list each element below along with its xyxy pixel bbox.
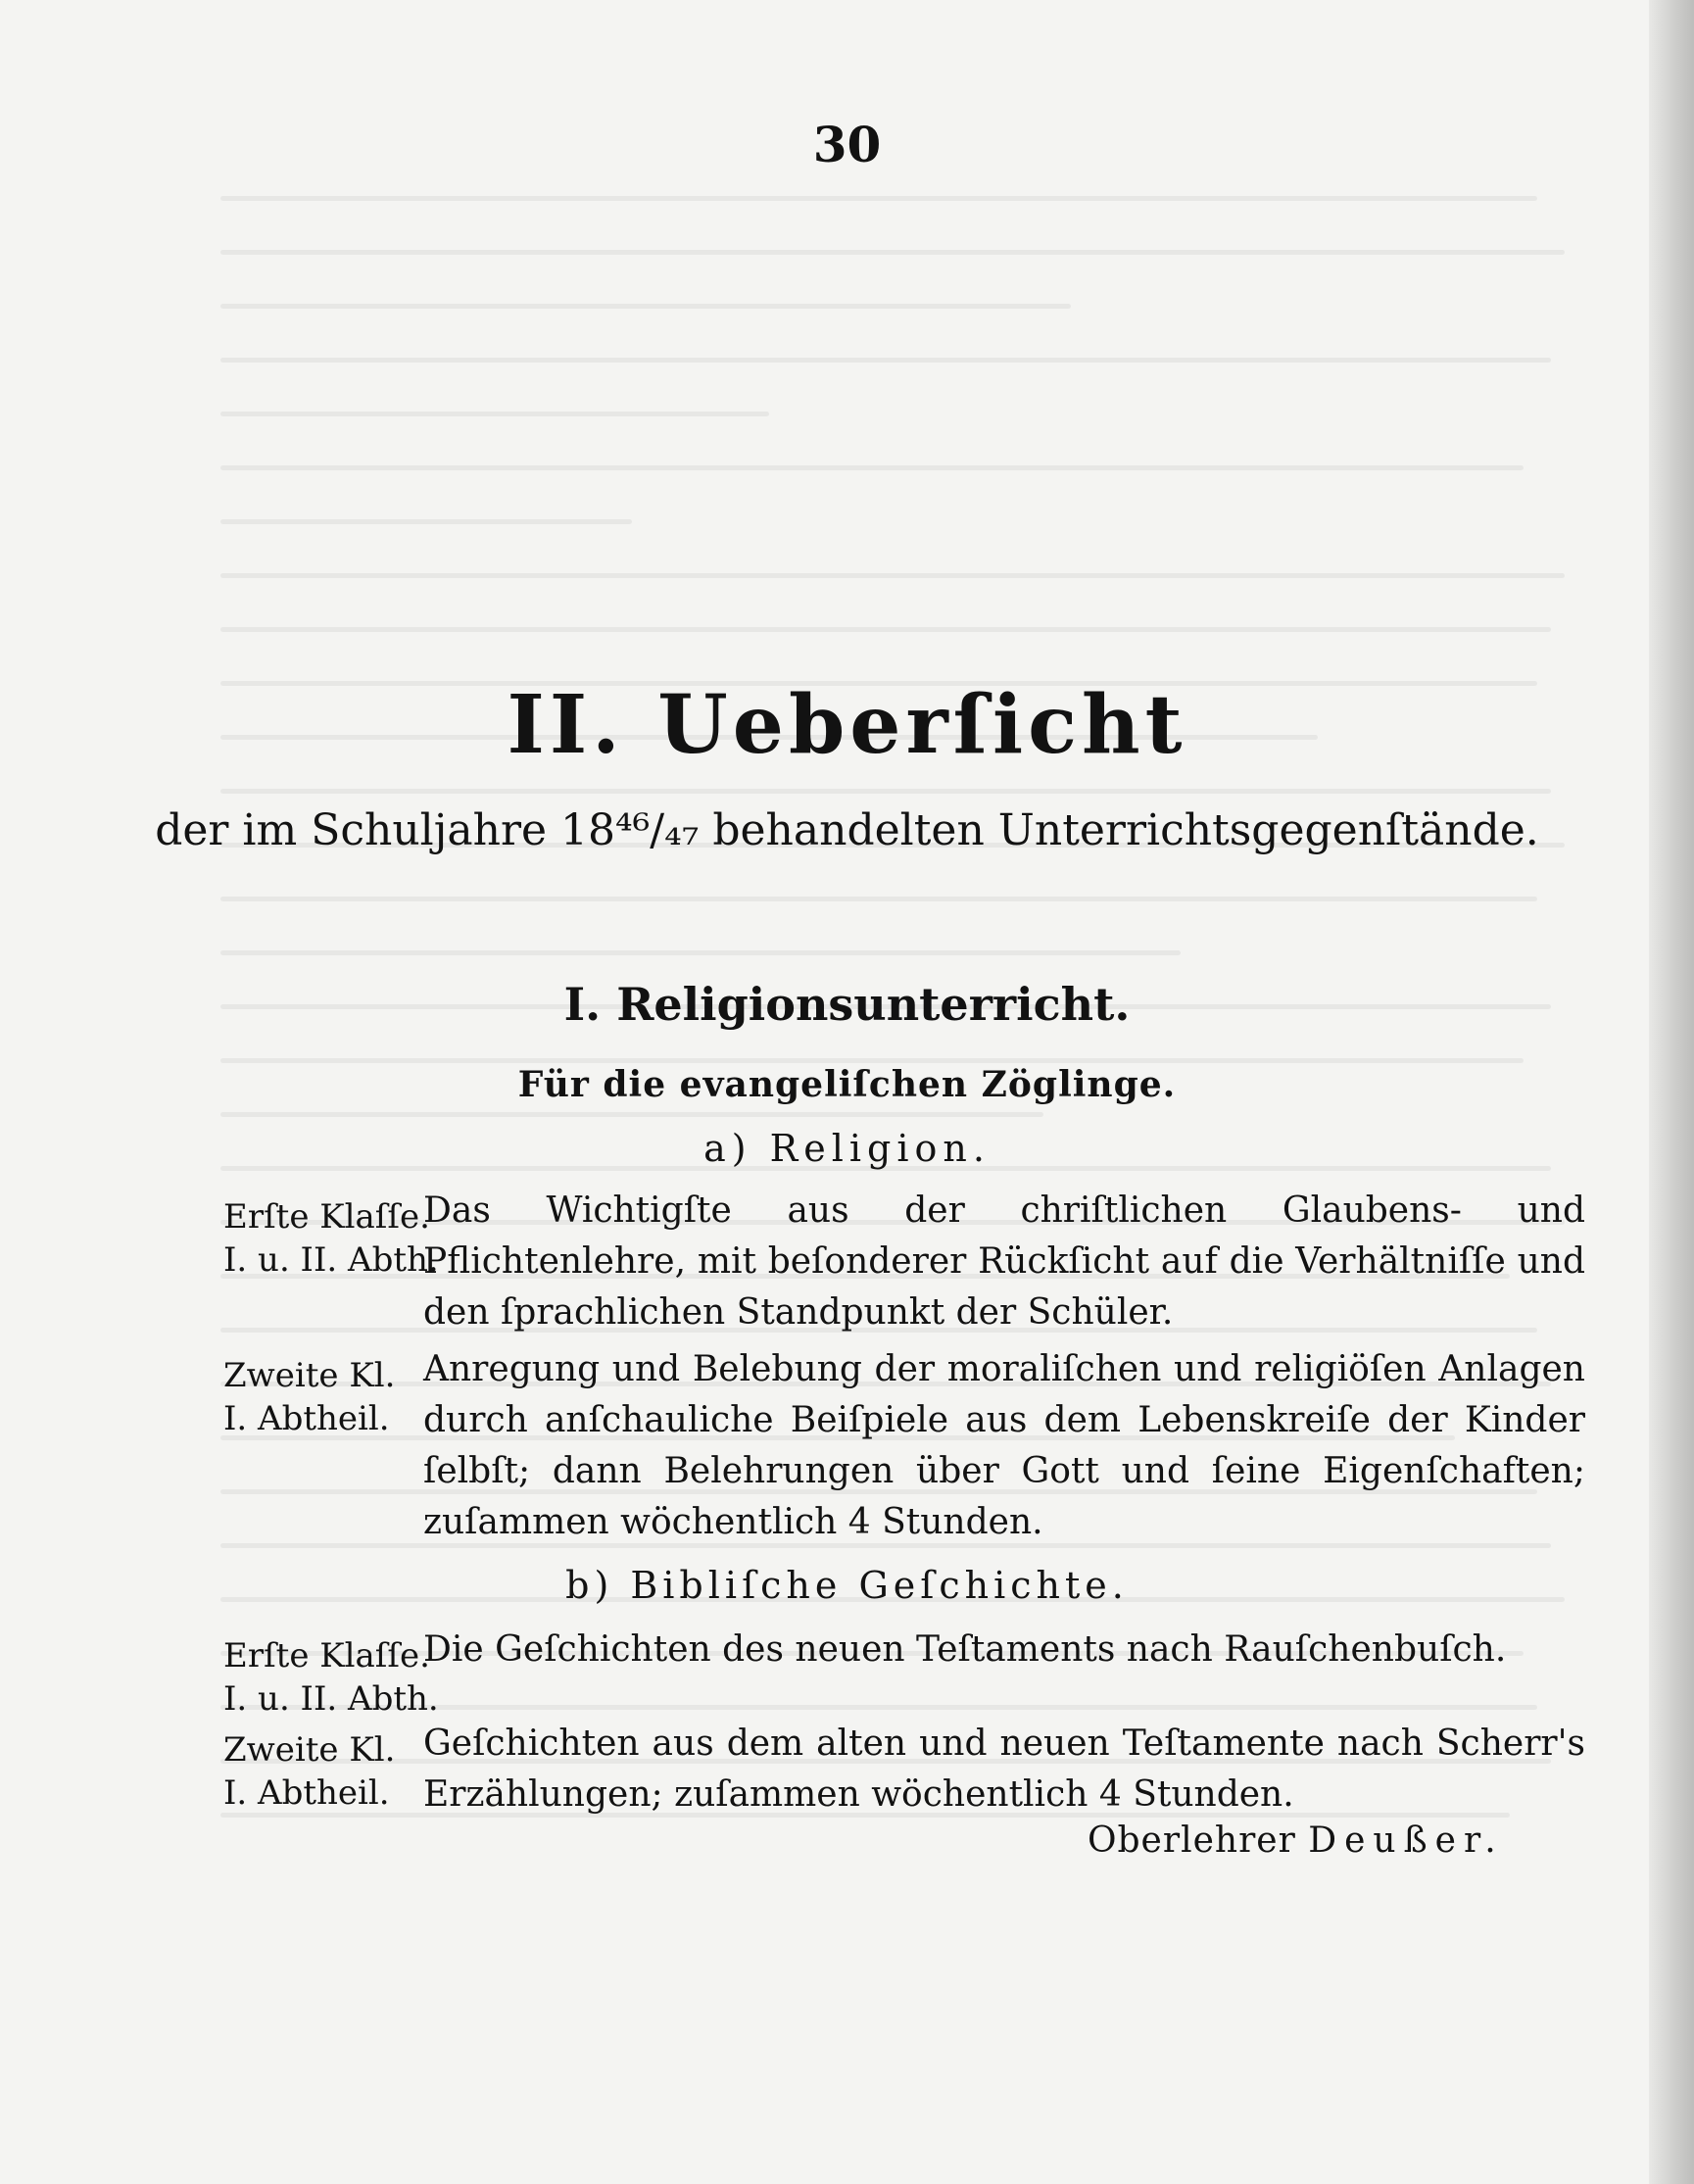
heading-subtitle: der im Schuljahre 18⁴⁶/₄₇ behandelten Unterrichtsgegenſtände. <box>155 805 1539 855</box>
entry-text: Geſchichten aus dem alten und neuen Teſtamente nach Scherr's Erzählungen; zuſammen wöchentlich 4 Stunden. <box>423 1723 1585 1815</box>
signature-name: Deußer. <box>1308 1820 1504 1861</box>
entry-class-sub: I. u. II. Abth. <box>223 1240 439 1280</box>
entry-class-label: Erſte Klaſſe. <box>223 1636 430 1675</box>
subsection-title: a) Religion. <box>703 1127 991 1170</box>
entry-class-sub: I. u. II. Abth. <box>223 1679 439 1719</box>
page-number: 30 <box>812 116 882 173</box>
section-title: I. Religionsunterricht. <box>563 978 1131 1031</box>
entry-text: Die Geſchichten des neuen Teſtaments nach Rauſchenbuſch. <box>423 1629 1507 1670</box>
entry-class-label: Zweite Kl. <box>223 1356 396 1395</box>
heading-title: II. Ueberſicht <box>507 678 1187 772</box>
entry-text: Das Wichtigſte aus der chriſtlichen Glaubens- und Pflichtenlehre, mit beſonderer Rückſicht auf die Verhältniſſe und den ſprachlichen Standpunkt der Schüler. <box>423 1190 1585 1333</box>
subsection-title: b) Bibliſche Geſchichte. <box>565 1564 1129 1607</box>
entry-text: Anregung und Belebung der moraliſchen und religiöſen Anlagen durch anſchauliche Beiſpiele aus dem Lebenskreiſe der Kinder ſelbſt; dann Belehrungen über Gott und ſeine Eigenſchaften; zuſammen wöchentlich 4 Stunden. <box>423 1349 1585 1542</box>
entry-class-label: Erſte Klaſſe. <box>223 1197 430 1237</box>
section-group: Für die evangeliſchen Zöglinge. <box>517 1064 1177 1105</box>
signature <box>1088 1820 1504 1861</box>
entry-class-label: Zweite Kl. <box>223 1730 396 1770</box>
signature-role: Oberlehrer <box>1088 1820 1296 1861</box>
entry-class-sub: I. Abtheil. <box>223 1773 390 1813</box>
entry-class-sub: I. Abtheil. <box>223 1399 390 1438</box>
